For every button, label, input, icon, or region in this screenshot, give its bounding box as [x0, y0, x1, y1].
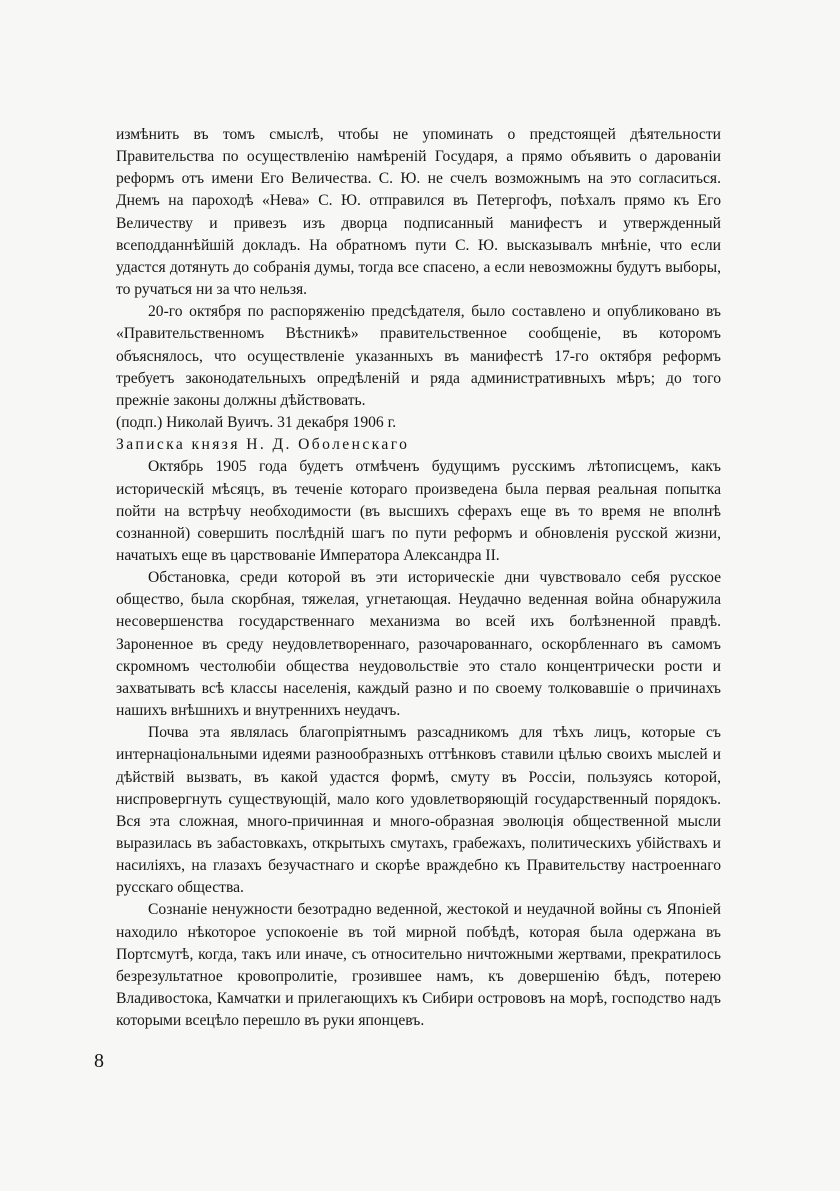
- signature-line: (подп.) Николай Вуичъ. 31 декабря 1906 г.: [116, 414, 397, 432]
- paragraph-october-20: 20-го октября по распоряженію предсѣдателя, было составлено и опубликовано въ «Правительственномъ Вѣстникѣ» правительственное сообщеніе, въ которомъ объяснялось, что осуществленіе указанныхъ въ манифестѣ 17-го октября реформъ требуетъ законодательныхъ опредѣленій и ряда административныхъ мѣръ; до того прежніе законы должны дѣйствовать.: [116, 303, 721, 409]
- paragraph-october-1905: Октябрь 1905 года будетъ отмѣченъ будущимъ русскимъ лѣтописцемъ, какъ историческій мѣсяцъ, въ теченіе котораго произведена была первая реальная попытка пойти на встрѣчу необходимости (въ высшихъ сферахъ еще въ то время не вполнѣ сознанной) совершить послѣдній шагъ по пути реформъ и обновленія русской жизни, начатыхъ еще въ царствованіе Императора Александра II.: [116, 458, 721, 564]
- paragraph-continued: измѣнить въ томъ смыслѣ, чтобы не упоминать о предстоящей дѣятельности Правительства по осуществленію намѣреній Государя, а прямо объявить о дарованіи реформъ отъ имени Его Величества. С. Ю. не счелъ возможнымъ на это согласиться. Днемъ на пароходѣ «Нева» С. Ю. отправился въ Петергофъ, поѣхалъ прямо къ Его Величеству и привезъ изъ дворца подписанный манифестъ и утвержденный всеподданнѣйшій докладъ. На обратномъ пути С. Ю. высказывалъ мнѣніе, что если удастся дотянуть до собранія думы, тогда все спасено, а если невозможны будутъ выборы, то ручаться ни за что нельзя.: [116, 126, 721, 299]
- page-text: [116, 124, 721, 1032]
- section-heading: Записка князя Н. Д. Оболенскаго: [116, 436, 410, 454]
- page-number: 8: [94, 1050, 104, 1072]
- paragraph-situation: Обстановка, среди которой въ эти историческіе дни чувствовало себя русское общество, была скорбная, тяжелая, угнетающая. Неудачно веденная война обнаружила несовершенства государственнаго механизма во всей ихъ болѣзненной правдѣ. Зароненное въ среду неудовлетвореннаго, разочарованнаго, оскорбленнаго въ самомъ скромномъ честолюбіи общества неудовольствіе это стало концентрически рости и захватывать всѣ классы населенія, каждый разно и по своему толковавшіе о причинахъ нашихъ внѣшнихъ и внутреннихъ неудачъ.: [116, 569, 721, 720]
- paragraph-war-awareness: Сознаніе ненужности безотрадно веденной, жестокой и неудачной войны съ Японіей находило нѣкоторое успокоеніе въ той мирной побѣдѣ, которая была одержана въ Портсмутѣ, когда, такъ или иначе, съ относительно ничтожными жертвами, прекратилось безрезультатное кровопролитіе, грозившее намъ, къ довершенію бѣдъ, потерею Владивостока, Камчатки и прилегающихъ къ Сибири острововъ на морѣ, господство надъ которыми всецѣло перешло въ руки японцевъ.: [116, 901, 721, 1030]
- paragraph-soil: Почва эта являлась благопріятнымъ разсадникомъ для тѣхъ лицъ, которые съ интернаціональными идеями разнообразныхъ оттѣнковъ ставили цѣлью своихъ мыслей и дѣйствій вызвать, въ какой удастся формѣ, смуту въ Россіи, пользуясь которой, ниспровергнуть существующій, мало кого удовлетворяющій государственный порядокъ. Вся эта сложная, много-причинная и много-образная эволюція общественной мысли выразилась въ забастовкахъ, открытыхъ смутахъ, грабежахъ, политическихъ убійствахъ и насиліяхъ, на глазахъ безучастнаго и скорѣе враждебно къ Правительству настроеннаго русскаго общества.: [116, 724, 721, 897]
